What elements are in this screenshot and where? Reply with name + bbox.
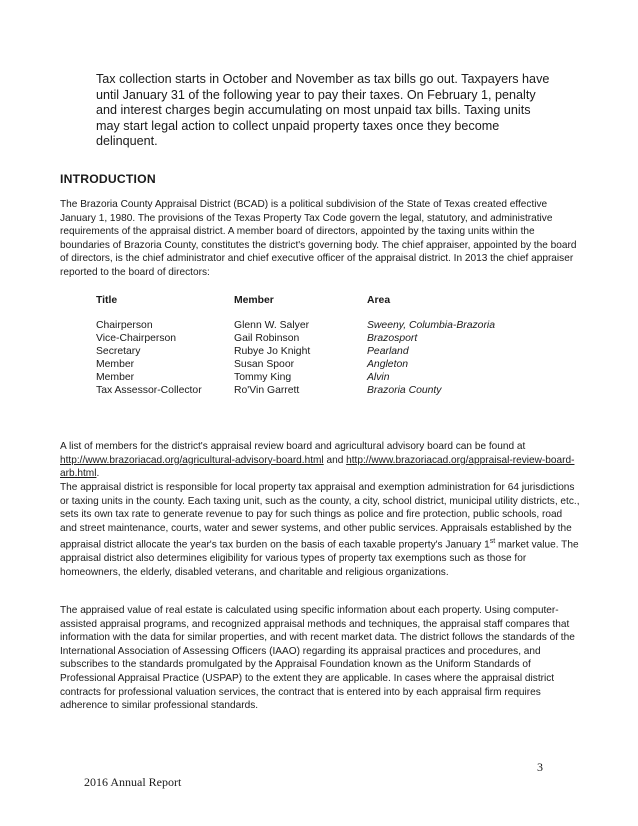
table-row [96, 332, 557, 345]
board-links-paragraph [60, 440, 580, 481]
links-text-middle: and [323, 454, 347, 466]
bcad-description-paragraph: The Brazoria County Appraisal District (BCAD) is a political subdivision of the State of Texas created effective January 1, 1980. The provisions of the Texas Property Tax Code govern the legal, statutory, and administrative requirements of the appraisal district. A member board of directors, appointed by the taxing units within the boundaries of Brazoria County, constitutes the district's governing body. The chief appraiser, appointed by the board of directors, is the chief administrator and chief executive officer of the appraisal district. In 2013 the chief appraiser reported to the board of directors: [60, 199, 577, 278]
table-row [96, 319, 557, 332]
row-member: Glenn W. Salyer [234, 320, 310, 331]
row-title: Tax Assessor-Collector [96, 385, 202, 396]
row-area: Brazoria County [367, 385, 442, 396]
row-area: Pearland [367, 346, 409, 357]
report-footer: 2016 Annual Report [84, 775, 182, 789]
row-title: Secretary [96, 346, 141, 357]
row-area: Sweeny, Columbia-Brazoria [367, 320, 496, 331]
header-member: Member [234, 295, 274, 306]
responsibility-paragraph [60, 481, 580, 580]
responsibility-text-after: market value. The appraisal district also determines eligibility for various types of property tax exemptions such as those for homeowners, the elderly, disabled veterans, and charitable and religious organizations. [60, 539, 579, 578]
table-row [96, 384, 557, 397]
introduction-heading: INTRODUCTION [60, 172, 156, 186]
tax-collection-paragraph: Tax collection starts in October and November as tax bills go out. Taxpayers have until January 31 of the following year to pay their taxes. On February 1, penalty and interest charges begin accumulating on most unpaid tax bills. Taxing units may start legal action to collect unpaid property taxes once they become delinquent. [96, 72, 550, 148]
board-of-directors-table [96, 294, 557, 397]
row-title: Chairperson [96, 320, 153, 331]
row-member: Ro'Vin Garrett [234, 385, 300, 396]
row-title: Vice-Chairperson [96, 333, 177, 344]
row-area: Brazosport [367, 333, 418, 344]
appraisal-review-board-link[interactable]: http://www.brazoriacad.org/appraisal-review-board-arb.html [60, 454, 575, 480]
header-title: Title [96, 295, 118, 306]
responsibility-text-before: The appraisal district is responsible for local property tax appraisal and exemption administration for 64 jurisdictions or taxing units in the county. Each taxing unit, such as the county, a city, school district, municipal utility districts, etc., sets its own tax rate to generate revenue to pay for such things as police and fire protection, public schools, road and street maintenance, courts, water and sewer systems, and other public services. Appraisals established by the appraisal district allocate the year's tax burden on the basis of each taxable property's January 1 [60, 482, 580, 551]
valuation-paragraph: The appraised value of real estate is calculated using specific information about each property. Using computer-assisted appraisal programs, and recognized appraisal methods and techniques, the appraisal staff compares that information with the data for similar properties, and with recent market data. The district follows the standards of the International Association of Assessing Officers (IAAO) regarding its appraisal practices and procedures, and subscribes to the standards promulgated by the Appraisal Foundation known as the Uniform Standards of Professional Appraisal Practice (USPAP) to the extent they are applicable. In cases where the appraisal district contracts for professional valuation services, the contract that is entered into by each appraisal firm requires adherence to similar professional standards. [60, 605, 575, 712]
links-text-after: . [96, 468, 100, 480]
row-member: Susan Spoor [234, 359, 295, 370]
header-area: Area [367, 295, 391, 306]
table-header-row [96, 294, 557, 319]
tax-collection-note [96, 72, 556, 150]
row-member: Tommy King [234, 372, 292, 383]
row-title: Member [96, 359, 135, 370]
row-area: Angleton [367, 359, 409, 370]
row-title: Member [96, 372, 135, 383]
row-member: Rubye Jo Knight [234, 346, 311, 357]
table-row [96, 358, 557, 371]
row-area: Alvin [367, 372, 390, 383]
table-row [96, 345, 557, 358]
page-number: 3 [537, 760, 543, 774]
links-text-before: A list of members for the district's appraisal review board and agricultural advisory board can be found at [60, 441, 526, 453]
agricultural-advisory-board-link[interactable]: http://www.brazoriacad.org/agricultural-advisory-board.html [60, 454, 324, 466]
row-member: Gail Robinson [234, 333, 300, 344]
table-row [96, 371, 557, 384]
ordinal-superscript: st [489, 538, 496, 546]
